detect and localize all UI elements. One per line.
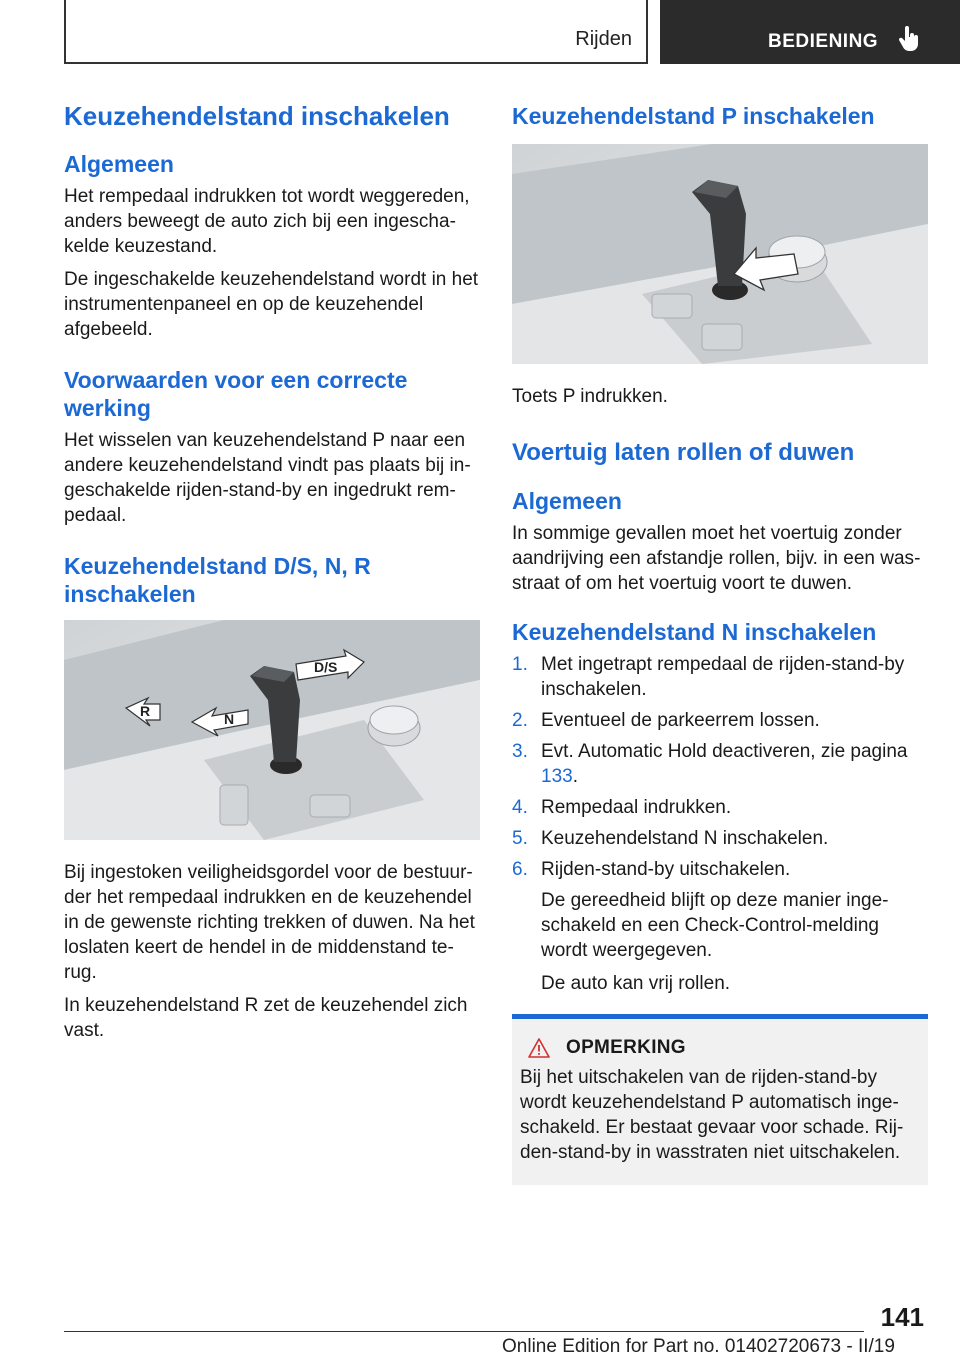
header-section-box: [64, 0, 648, 64]
footer-divider: [64, 1331, 864, 1332]
left-column: [64, 100, 480, 1051]
section-heading-dsnr: Keuzehendelstand D/S, N, R inschakelen: [64, 553, 371, 607]
list-item: 4. Rempedaal indrukken.: [512, 797, 732, 818]
paragraph: Bij ingestoken veiligheidsgordel voor de bestuurder het rempedaal indrukken en de keuzehendel in de gewenste richting trekken of duwen. Na het loslaten keert de hendel in de middenstand terug.: [64, 862, 475, 983]
list-item: 1. Met ingetrapt rempedaal de rijden-stand-by inschakelen.: [512, 654, 905, 700]
figure-label-n: N: [224, 711, 235, 727]
section-heading-algemeen-right: Algemeen: [512, 488, 622, 514]
header-chapter-label: BEDIENING: [768, 31, 879, 52]
footer-edition: Online Edition for Part no. 01402720673 - II/19: [502, 1336, 895, 1357]
section-heading-n: Keuzehendelstand N inschakelen: [512, 619, 877, 645]
paragraph: De ingeschakelde keuzehendelstand wordt in het instrumentenpaneel en op de keuzehendel afgebeeld.: [64, 269, 479, 340]
figure-label-r: R: [140, 703, 151, 719]
notice-title: OPMERKING: [566, 1037, 686, 1058]
page-number: 141: [880, 1302, 924, 1332]
paragraph: De gereedheid blijft op deze manier ingeschakeld en een Check-Control-melding wordt weergegeven.: [541, 890, 889, 961]
header-chapter-tab: [660, 0, 960, 64]
paragraph: Het wisselen van keuzehendelstand P naar een andere keuzehendelstand vindt pas plaats bij ingeschakelde rijden-stand-by en ingedrukt rempedaal.: [64, 430, 471, 526]
notice-header: [520, 1037, 920, 1059]
page-reference-link[interactable]: 133: [541, 766, 573, 787]
header-section-label: Rijden: [575, 28, 632, 50]
steps-list: [512, 652, 928, 882]
paragraph: In keuzehendelstand R zet de keuzehendel zich vast.: [64, 995, 468, 1041]
section-heading-voorwaarden: Voorwaarden voor een correcte werking: [64, 367, 408, 421]
gear-selector-p-figure: [512, 144, 928, 364]
section-heading-algemeen: Algemeen: [64, 151, 174, 177]
figure-label-ds: D/S: [314, 659, 338, 675]
notice-text: Bij het uitschakelen van de rijden-stand-by wordt keuzehendelstand P automatisch ingeschakeld. Er bestaat gevaar voor schade. Rijden-stand-by in wasstraten niet uitschakelen.: [520, 1067, 904, 1163]
list-item: 3. Evt. Automatic Hold deactiveren, zie pagina 133.: [512, 741, 908, 787]
page-title: Keuzehendelstand inschakelen: [64, 101, 450, 131]
paragraph: De auto kan vrij rollen.: [541, 973, 731, 994]
figure-caption: Toets P indrukken.: [512, 386, 668, 407]
right-column: [512, 100, 928, 1185]
section-heading-p: Keuzehendelstand P inschakelen: [512, 103, 875, 129]
list-item: 2. Eventueel de parkeerrem lossen.: [512, 710, 820, 731]
list-item: 5. Keuzehendelstand N inschakelen.: [512, 828, 829, 849]
gear-selector-dsnr-figure: [64, 620, 480, 840]
warning-triangle-icon: [528, 1038, 550, 1058]
section-heading-rollen: Voertuig laten rollen of duwen: [512, 439, 855, 466]
notice-box: [512, 1014, 928, 1185]
paragraph: Het rempedaal indrukken tot wordt weggereden, anders beweegt de auto zich bij een ingeschakelde keuzestand.: [64, 186, 470, 257]
paragraph: In sommige gevallen moet het voertuig zonder aandrijving een afstandje rollen, bijv. in een wasstraat of om het voertuig voort te duwen.: [512, 523, 921, 594]
list-item: 6. Rijden-stand-by uitschakelen.: [512, 859, 791, 880]
hand-pointer-icon: [898, 26, 922, 52]
